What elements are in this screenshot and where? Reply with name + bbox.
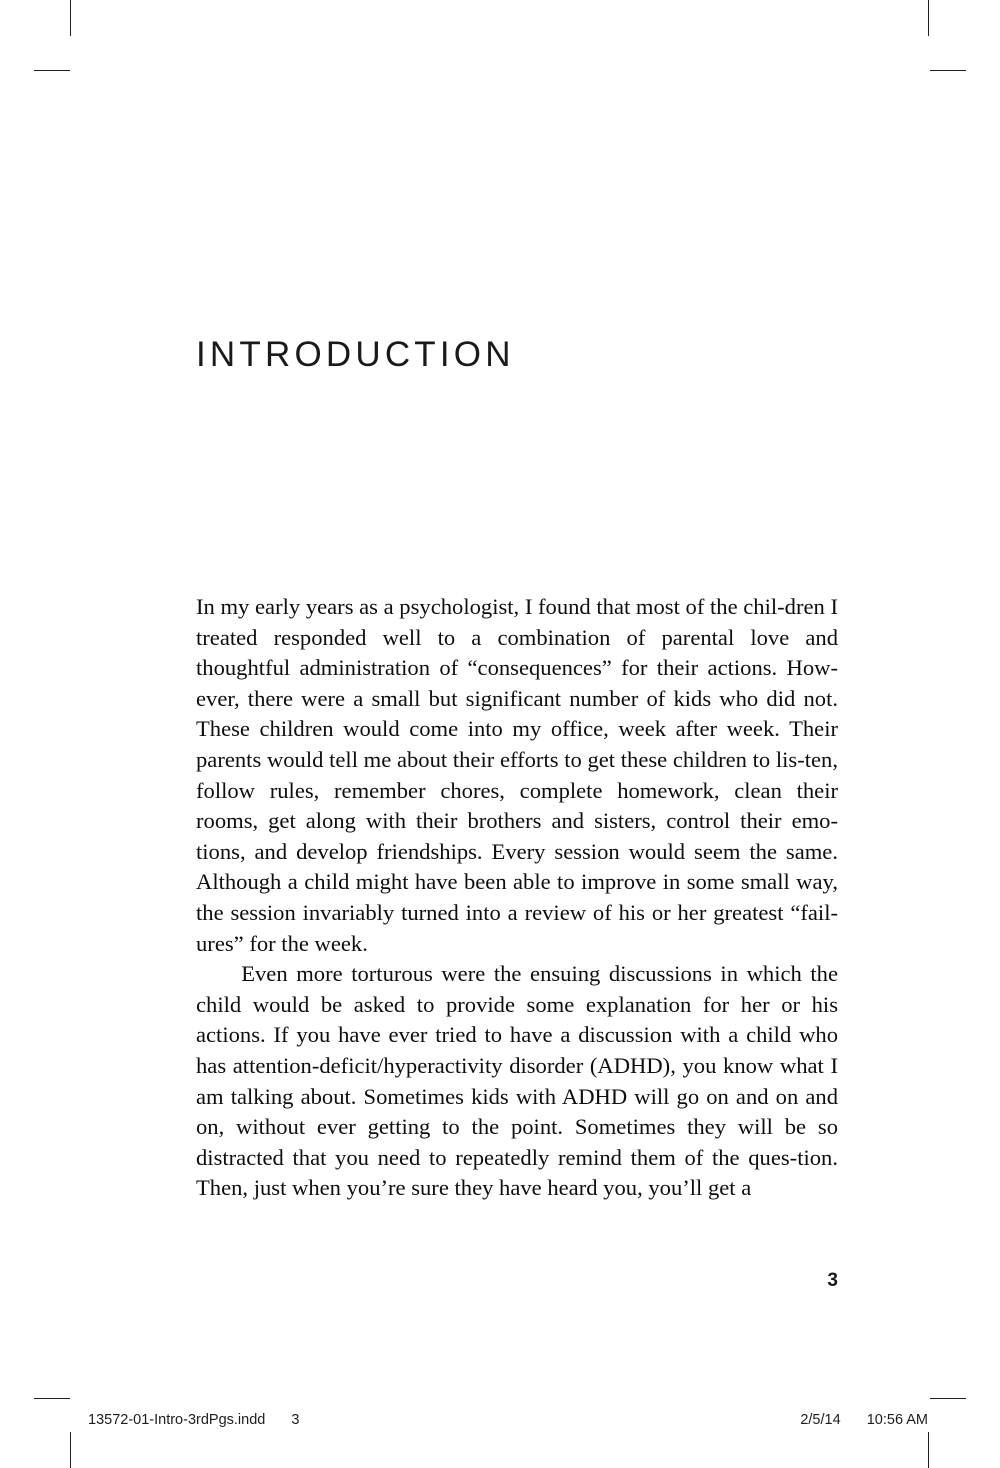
- slug-file-name: 13572-01-Intro-3rdPgs.indd: [88, 1412, 266, 1428]
- page-number: 3: [827, 1270, 838, 1291]
- crop-mark-bottom-left-vertical: [70, 1432, 71, 1468]
- print-slug-left: [88, 1412, 299, 1428]
- crop-mark-bottom-left-horizontal: [34, 1398, 70, 1399]
- crop-mark-bottom-right-horizontal: [930, 1398, 966, 1399]
- crop-mark-top-left-horizontal: [34, 70, 70, 71]
- crop-mark-top-right-vertical: [928, 0, 929, 36]
- slug-folio: 3: [291, 1412, 300, 1428]
- slug-time: 10:56 AM: [866, 1412, 928, 1428]
- crop-mark-top-right-horizontal: [930, 70, 966, 71]
- paragraph: In my early years as a psychologist, I found that most of the chil-dren I treated responded well to a combination of parental love and thoughtful administration of “consequences” for their actions. How-ever, there were a small but significant number of kids who did not. These children would come into my office, week after week. Their parents would tell me about their efforts to get these children to lis-ten, follow rules, remember chores, complete homework, clean their rooms, get along with their brothers and sisters, control their emo-tions, and develop friendships. Every session would seem the same. Although a child might have been able to improve in some small way, the session invariably turned into a review of his or her greatest “fail-ures” for the week.: [196, 594, 838, 956]
- page-title: INTRODUCTION: [196, 335, 515, 375]
- paragraph: Even more torturous were the ensuing discussions in which the child would be asked to provide some explanation for her or his actions. If you have ever tried to have a discussion with a child who has attention-deficit/hyperactivity disorder (ADHD), you know what I am talking about. Sometimes kids with ADHD will go on and on and on, without ever getting to the point. Sometimes they will be so distracted that you need to repeatedly remind them of the ques-tion. Then, just when you’re sure they have heard you, you’ll get a: [196, 961, 838, 1201]
- crop-mark-bottom-right-vertical: [928, 1432, 929, 1468]
- body-text: [196, 592, 838, 1204]
- slug-date: 2/5/14: [800, 1412, 841, 1428]
- crop-mark-top-left-vertical: [70, 0, 71, 36]
- print-slug-right: [800, 1412, 928, 1428]
